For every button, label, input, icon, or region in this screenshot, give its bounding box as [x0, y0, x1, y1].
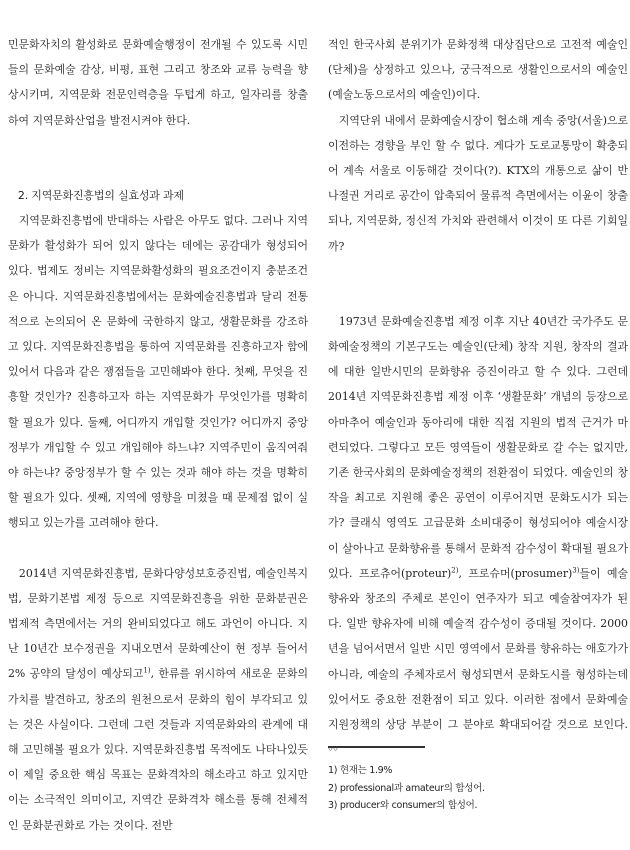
paragraph-intro-continued: 민문화자치의 활성화로 문화예술행정이 전개될 수 있도록 시민들의 문화예술 감상, 비평, 표현 그리고 창조와 교류 능력을 향상시키며, 지역문화 전문인력층을 두텁게 하고, 일자리를 창출하여 지역문화산업을 발전시켜야 한다.: [8, 38, 308, 127]
footnote-2: 2) professional과 amateur의 합성어.: [328, 782, 485, 794]
footnote-1: 1) 현재는 1.9%: [328, 765, 393, 776]
left-column: [8, 32, 308, 838]
text-run: 1973년 문화예술진흥법 제정 이후 지난 40년간 국가주도 문화예술정책의 기본구도는 예술인(단체) 창작 지원, 창작의 결과에 대한 일반시민의 문화향유 증진이라고 할 수 있다. 그런데 2014년 지역문화진흥법 제정 이후 ‘생활문화’ 개념의 등장으로 아마추어 예술인과 동아리에 대한 직접 지원의 법적 근거가 마련되었다. 그렇다고 모든 영역들이 생활문화로 갈 수는 없지만, 기존 한국사회의 문화예술정책의 전환점이 되었다. 예술인의 창작을 최고로 지원해 좋은 공연이 이루어지면 문화도시가 되는가? 클래식 영역도 고급문화 소비대중이 형성되어야 예술시장이 살아나고 문화향유를 통해서 문화적 감수성이 확대될 필요가 있다. 프로츄어(proteur): [328, 314, 628, 580]
paragraph-1973-policy: [328, 309, 628, 764]
paragraph-2014-laws: [8, 561, 308, 838]
paragraph-regional-market: 지역단위 내에서 문화예술시장이 협소해 계속 중앙(서울)으로 이전하는 경향을 부인 할 수 없다. 게다가 도로교통망이 확충되어 계속 서울로 이동해갈 것이다(?). KTX의 개통으로 삶이 반나절권 거리로 공간이 압축되어 물류적 측면에서는 이윤이 창출되나, 지역문화, 정신적 가치와 관련해서 이것이 또 다른 기회일까?: [328, 113, 628, 253]
footnote-ref-1: 1): [143, 666, 151, 675]
right-column: [328, 32, 628, 763]
text-run: 들이 예술 향유와 창조의 주체로 본인이 연주자가 되고 예술참여자가 된다. 일반 향유자에 비해 예술적 감수성이 증대될 것이다. 2000년을 넘어서면서 일반 시민 영역에서 문화를 향유하는 애호가가 아니라, 예술의 주체자로서 형성되면서 문화도시를 형성하는데 있어서도 중요한 전환점이 되고 있다. 이러한 점에서 문화예술지원정책의 상당 부분이 그 분야로 확대되어갈 것으로 보인다.: [328, 566, 628, 732]
footnote-3: 3) producer와 consumer의 합성어.: [328, 800, 478, 811]
footnote-divider: [328, 746, 425, 748]
footnote-ref-3: 3): [572, 566, 580, 575]
section-heading: 2. 지역문화진흥법의 실효성과 과제: [17, 188, 184, 202]
text-run: , 프로슈머(prosumer): [458, 566, 573, 580]
paragraph-artist-continued: 적인 한국사회 분위기가 문화정책 대상집단으로 고전적 예술인(단체)을 상정하고 있으나, 궁극적으로 생활인으로서의 예술인(예술노동으로서의 예술인)이다.: [328, 38, 628, 102]
spacer: [328, 259, 628, 309]
text-run: , 한류를 위시하여 새로운 문화의 가치를 발견하고, 창조의 원천으로서 문화의 힘이 부각되고 있는 것은 사실이다. 그런데 그런 것들과 지역문화와의 관계에 대해 고민해볼 필요가 있다. 지역문화진흥법 목적에도 나타나있듯이 제일 중요한 핵심 목표는 문화격차의 해소라고 하고 있지만 이는 소극적인 의미이고, 지역간 문화격차 해소를 통해 전체적인 문화분권화로 가는 것이다. 전반: [8, 667, 309, 832]
spacer: [8, 133, 308, 183]
spacer: [8, 536, 308, 561]
text-run: 2014년 지역문화진흥법, 문화다양성보호증진법, 예술인복지법, 문화기본법 제정 등으로 지역문화진흥을 위한 문화분권은 법제적 측면에서는 거의 완비되었다고 해도 과언이 아니다. 지난 10년간 보수정권을 지내오면서 문화예산이 현 정부 들어서 2% 공약의 달성이 예상되고: [8, 566, 308, 681]
paragraph-issues: 지역문화진흥법에 반대하는 사람은 아무도 없다. 그러나 지역문화가 활성화가 되어 있지 않다는 데에는 공감대가 형성되어 있다. 법제도 정비는 지역문화활성화의 필요조건이지 충분조건은 아니다. 지역문화진흥법에서는 문화예술진흥법과 달리 전통적으로 논의되어 온 문화에 국한하지 않고, 생활문화를 강조하고 있다. 지역문화진흥법을 통하여 지역문화를 진흥하고자 함에 있어서 다음과 같은 쟁점들을 고민해봐야 한다. 첫째, 무엇을 진흥할 것인가? 진흥하고자 하는 지역문화가 무엇인가를 명확히 할 필요가 있다. 둘째, 어디까지 개입할 것인가? 어디까지 중앙정부가 개입할 수 있고 개입해야 하느냐? 지역주민이 움직여줘야 하는냐? 중앙정부가 할 수 있는 것과 해야 하는 것을 명확히 할 필요가 있다. 셋째, 지역에 영향을 미쳤을 때 문제점 없이 실행되고 있는가를 고려해야 한다.: [8, 214, 308, 530]
footnotes: [328, 762, 628, 815]
footnote-ref-2: 2): [451, 566, 459, 575]
end-mark-icon: 〰: [328, 745, 338, 757]
